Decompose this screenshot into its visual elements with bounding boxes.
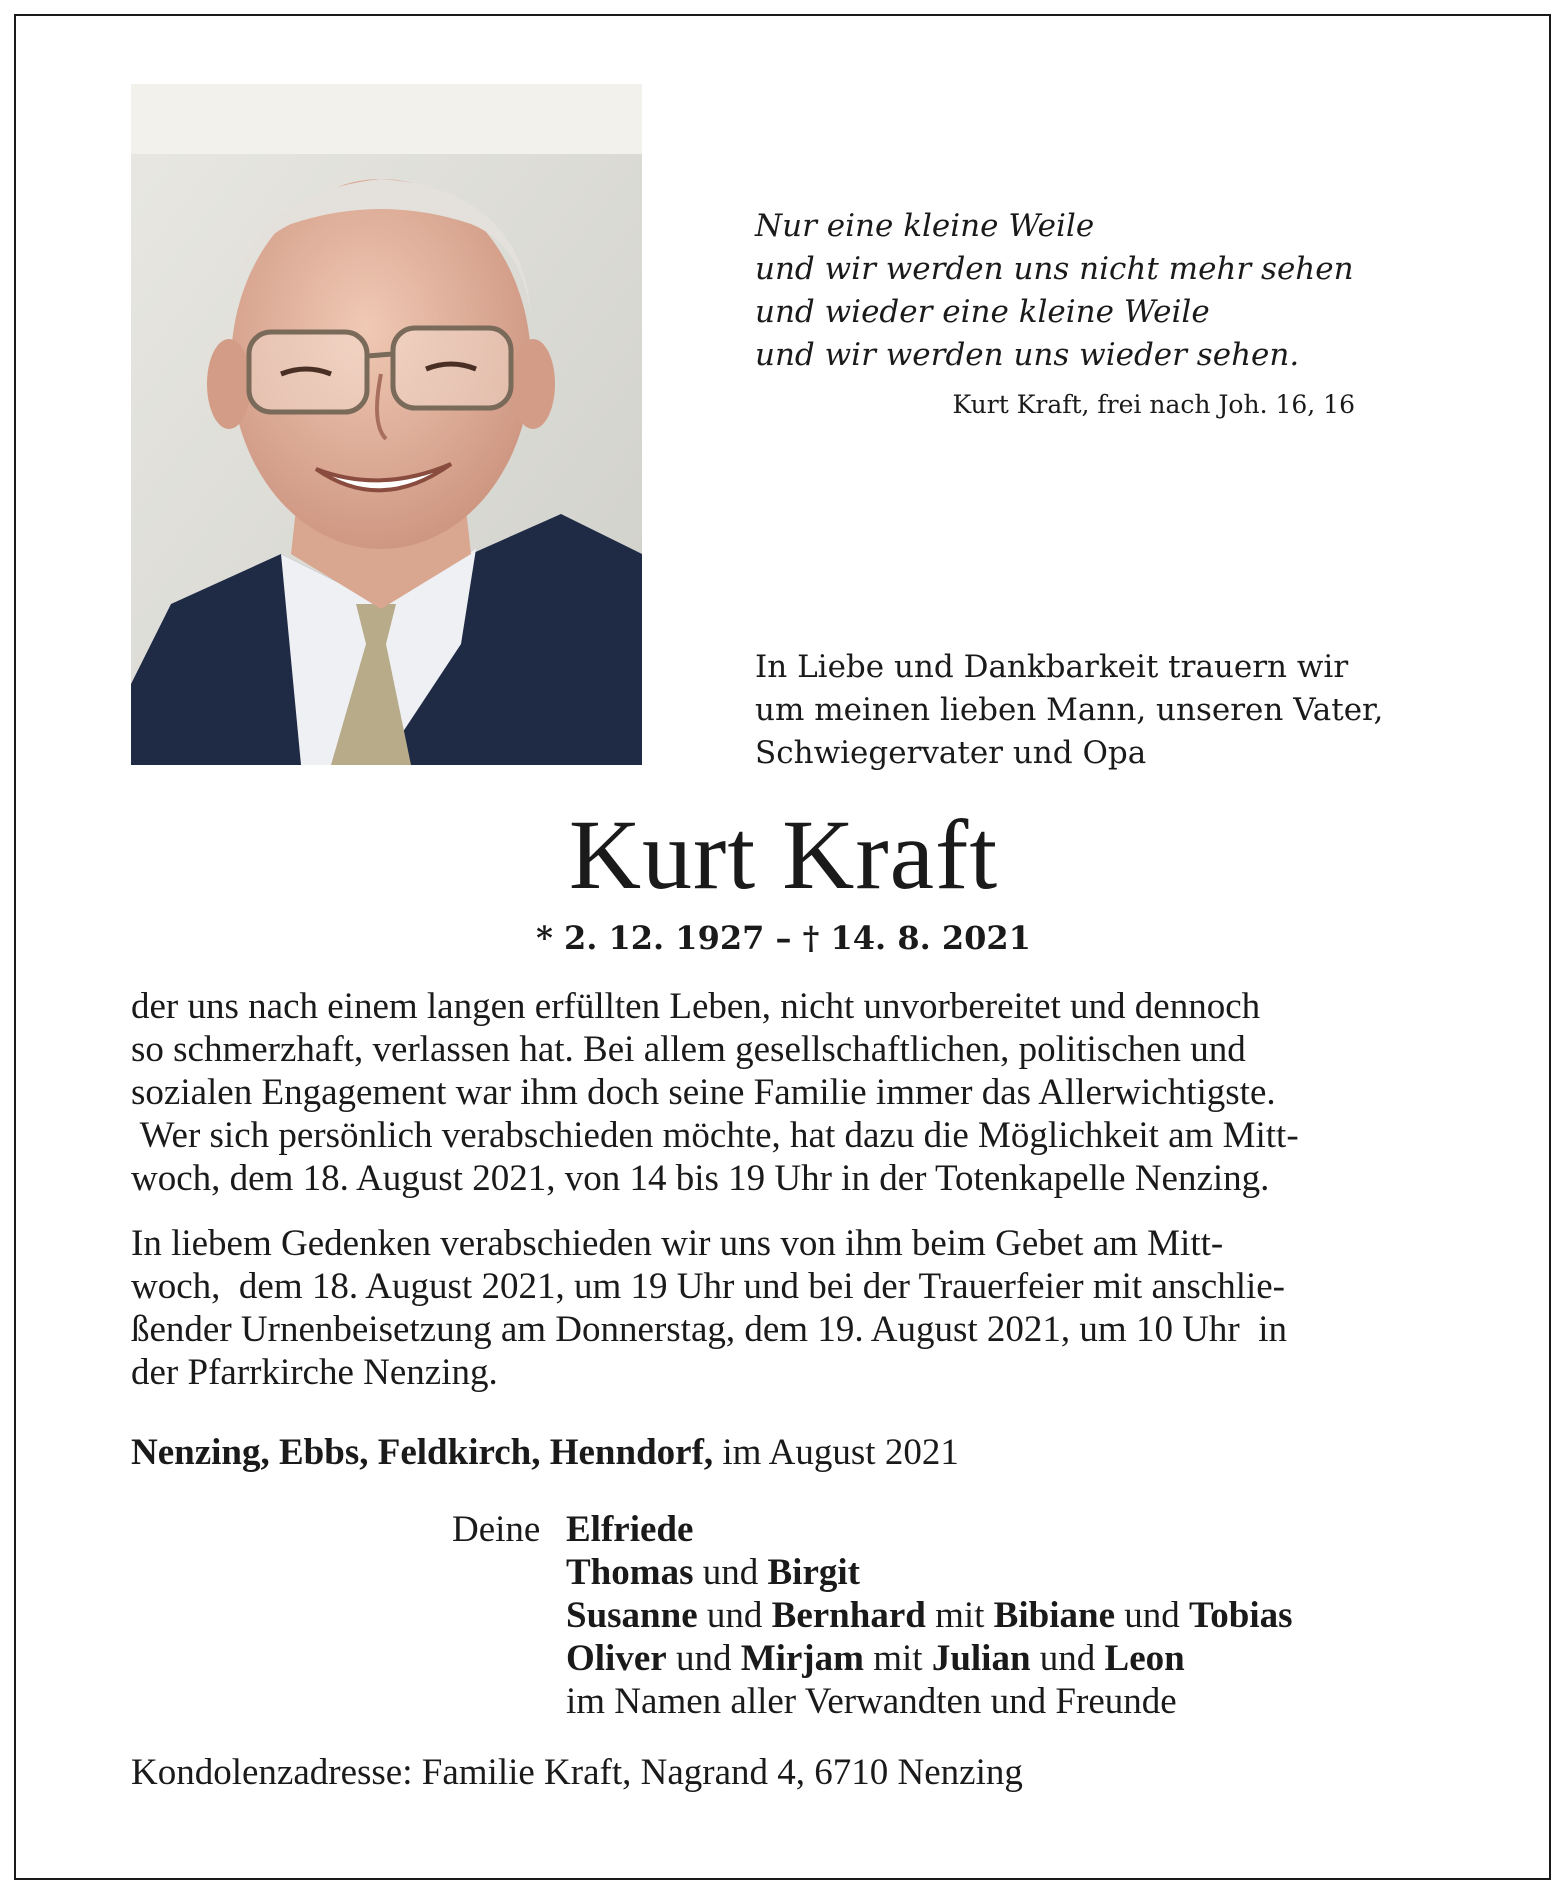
paragraph-line: Wer sich persönlich verabschieden möchte, hat dazu die Möglichkeit am Mitt-	[131, 1115, 1299, 1156]
life-dates: * 2. 12. 1927 – † 14. 8. 2021	[536, 919, 1031, 957]
family-member: Bibiane	[993, 1595, 1115, 1636]
family-row	[452, 1551, 1452, 1594]
paragraph-line: der uns nach einem langen erfüllten Leben, nicht unvorbereitet und dennoch	[131, 986, 1261, 1027]
family-member: Leon	[1104, 1638, 1185, 1679]
family-row	[452, 1508, 1452, 1551]
quote-line: und wieder eine kleine Weile	[755, 294, 1210, 330]
place-date-line	[131, 1431, 1431, 1474]
bible-quote	[755, 205, 1375, 377]
paragraph-2	[131, 1222, 1451, 1394]
paragraph-1	[131, 985, 1451, 1200]
connector: mit	[863, 1638, 932, 1679]
paragraph-line: In liebem Gedenken verabschieden wir uns von ihm beim Gebet am Mitt-	[131, 1223, 1224, 1264]
family-member: Birgit	[767, 1552, 860, 1593]
intro-line: In Liebe und Dankbarkeit trauern wir	[755, 649, 1349, 685]
connector: und	[1030, 1638, 1105, 1679]
family-member: Oliver	[566, 1638, 667, 1679]
family-row	[452, 1637, 1452, 1680]
quote-line: Nur eine kleine Weile	[755, 208, 1095, 244]
portrait-photo	[131, 84, 642, 765]
intro-line: Schwiegervater und Opa	[755, 735, 1147, 771]
paragraph-line: woch, dem 18. August 2021, um 19 Uhr und bei der Trauerfeier mit anschlie-	[131, 1266, 1285, 1307]
connector: mit	[925, 1595, 994, 1636]
deceased-name: Kurt Kraft	[568, 799, 999, 910]
paragraph-line: der Pfarrkirche Nenzing.	[131, 1352, 498, 1393]
quote-line: und wir werden uns nicht mehr sehen	[755, 251, 1354, 287]
family-member: Susanne	[566, 1595, 698, 1636]
paragraph-line: so schmerzhaft, verlassen hat. Bei allem gesellschaftlichen, politischen und	[131, 1029, 1246, 1070]
place-date: im August 2021	[713, 1432, 959, 1473]
family-row	[452, 1594, 1452, 1637]
family-member: Thomas	[566, 1552, 694, 1593]
paragraph-line: woch, dem 18. August 2021, von 14 bis 19 Uhr in der Totenkapelle Nenzing.	[131, 1158, 1270, 1199]
family-member: Julian	[931, 1638, 1031, 1679]
connector: und	[1115, 1595, 1189, 1636]
family-row	[452, 1680, 1452, 1723]
intro-text	[755, 646, 1435, 775]
family-member: Tobias	[1189, 1595, 1293, 1636]
family-member: Elfriede	[566, 1509, 694, 1550]
places: Nenzing, Ebbs, Feldkirch, Henndorf,	[131, 1432, 714, 1473]
closing-line: im Namen aller Verwandten und Freunde	[566, 1681, 1177, 1722]
family-signatures	[452, 1508, 1452, 1723]
intro-line: um meinen lieben Mann, unseren Vater,	[755, 692, 1384, 728]
quote-attribution: Kurt Kraft, frei nach Joh. 16, 16	[952, 390, 1355, 419]
connector: und	[697, 1595, 772, 1636]
paragraph-line: sozialen Engagement war ihm doch seine Familie immer das Allerwichtigste.	[131, 1072, 1276, 1113]
family-member: Bernhard	[771, 1595, 926, 1636]
quote-line: und wir werden uns wieder sehen.	[755, 337, 1300, 373]
connector: und	[693, 1552, 768, 1593]
connector: und	[666, 1638, 741, 1679]
family-member: Mirjam	[740, 1638, 864, 1679]
deine-label: Deine	[452, 1509, 541, 1550]
condolence-address: Kondolenzadresse: Familie Kraft, Nagrand 4, 6710 Nenzing	[131, 1752, 1023, 1793]
paragraph-line: ßender Urnenbeisetzung am Donnerstag, dem 19. August 2021, um 10 Uhr in	[131, 1309, 1288, 1350]
